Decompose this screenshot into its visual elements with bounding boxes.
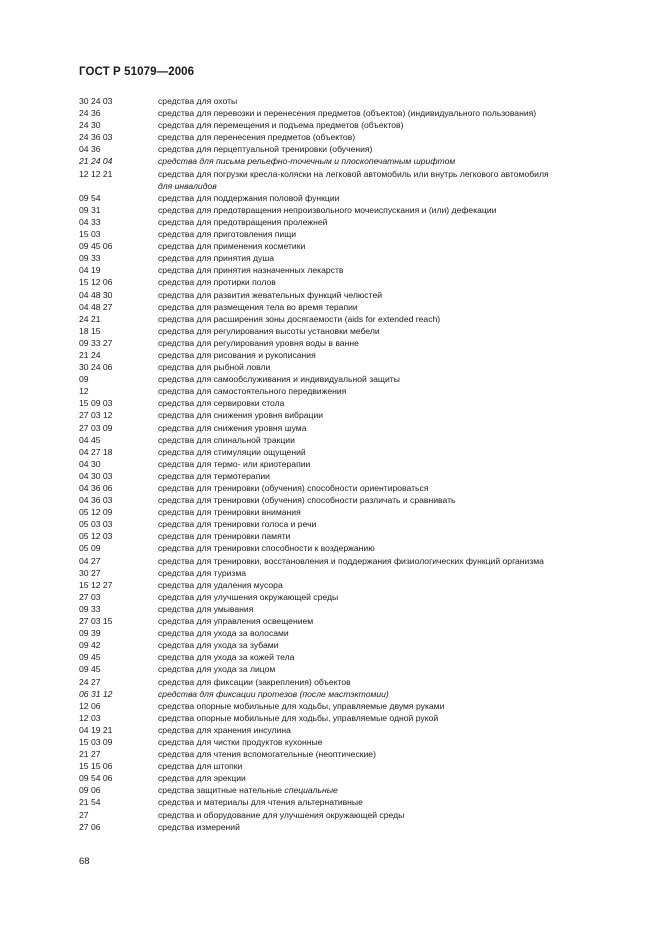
entry-description-text: средства для принятия назначенных лекарств [158,265,344,276]
entry-description-text: средства для тренировки способности к воздержанию [158,543,375,554]
index-entry [79,264,619,276]
entry-description-text: средства для чистки продуктов кухонные [158,736,323,747]
entry-code: 24 27 [79,676,101,687]
entry-code: 09 33 [79,253,101,264]
entry-description [158,506,619,518]
entry-description-text: средства для улучшения окружающей среды [158,591,339,602]
entry-code: 12 06 [79,700,101,711]
entry-description-text: средства для сервировки стола [158,398,285,409]
entry-description-text: средства для чтения вспомогательные (неоптические) [158,749,376,760]
index-entry [79,748,619,760]
entry-description-text: средства и оборудование для улучшения окружающей среды [158,809,405,820]
entry-description [158,289,619,301]
entry-code: 04 48 30 [79,289,113,300]
index-entry [79,615,619,627]
entry-description-text: средства для тренировки (обучения) способности ориентироваться [158,483,429,493]
entry-description-text: средства для регулирования высоты установки мебели [158,325,380,336]
entry-description [158,458,619,470]
entry-description [158,204,619,216]
index-entry [79,325,619,337]
entry-description-text: средства для предотвращения непроизвольного мочеиспускания и (или) дефекации [158,204,497,215]
index-entry [79,397,619,409]
entry-description-italic-text: специальные [284,785,338,796]
entry-code: 06 31 12 [79,688,113,699]
entry-code: 09 45 [79,652,101,663]
entry-code: 15 15 06 [79,761,113,772]
index-entry [79,821,619,833]
index-entry [79,168,619,192]
index-entry [79,422,619,434]
entry-code: 27 [79,809,89,820]
entry-description [158,385,619,397]
entry-description [158,131,619,143]
entry-description-text: средства для ухода за лицом [158,664,276,675]
index-entry [79,409,619,421]
entry-description-text: средства для перевозки и перенесения предметов (объектов) (индивидуального пользования) [158,108,537,119]
index-entry [79,700,619,712]
entry-description [158,470,619,482]
entry-code: 12 03 [79,712,101,723]
index-entry [79,651,619,663]
entry-description [158,555,619,567]
entry-description-text: средства для ухода за волосами [158,628,289,639]
entry-code: 15 03 09 [79,736,113,747]
entry-code: 04 36 03 [79,495,113,506]
entry-code: 05 12 09 [79,507,113,518]
entry-description-text: средства для тренировки, восстановления и поддержания физиологических функций организма [158,555,544,566]
entry-code: 24 36 03 [79,132,113,143]
entry-description [158,325,619,337]
entry-code: 05 03 03 [79,519,113,530]
entry-description [158,313,619,325]
index-entry [79,809,619,821]
index-entry [79,663,619,675]
entry-description-text: средства для перенесения предметов (объектов) [158,132,356,143]
index-entries [79,95,619,833]
entry-description [158,434,619,446]
index-entry [79,506,619,518]
entry-description [158,301,619,313]
entry-code: 09 54 06 [79,773,113,784]
entry-description [158,796,619,808]
entry-description [158,615,619,627]
entry-code: 27 06 [79,821,101,832]
index-entry [79,349,619,361]
entry-code: 30 27 [79,567,101,578]
entry-code: 09 33 27 [79,337,113,348]
entry-description [158,676,619,688]
entry-description-text: средства для расширения зоны досягаемости (aids for extended reach) [158,313,441,324]
index-entry [79,252,619,264]
entry-description [158,337,619,349]
index-entry [79,676,619,688]
entry-description-text: средства для хранения инсулина [158,724,291,735]
entry-description-text: средства для погрузки кресла-коляски на легковой автомобиль или внутрь легкового автомобиля [158,168,549,179]
entry-description [158,700,619,712]
index-entry [79,107,619,119]
entry-description [158,530,619,542]
entry-description-text: средства для самообслуживания и индивидуальной защиты [158,374,400,385]
index-entry [79,131,619,143]
index-entry [79,482,619,494]
index-entry [79,736,619,748]
entry-description-text: средства для ухода за кожей тела [158,652,295,663]
entry-description-text: средства для эрекции [158,773,246,784]
page-number: 68 [79,856,90,867]
entry-description [158,446,619,458]
entry-description-text: средства измерений [158,821,240,832]
entry-code: 21 54 [79,797,101,808]
entry-description [158,542,619,554]
entry-description-text: средства для снижения уровня вибрации [158,410,324,421]
entry-description-text: средства для рыбной ловли [158,362,271,373]
entry-code: 21 27 [79,749,101,760]
entry-code: 09 [79,374,89,385]
entry-description-text: средства для термотерапии [158,470,270,481]
entry-code: 04 30 03 [79,470,113,481]
entry-code: 12 12 21 [79,168,113,179]
index-entry [79,240,619,252]
entry-code: 12 [79,386,89,397]
entry-description [158,349,619,361]
entry-description [158,276,619,288]
index-entry [79,494,619,506]
entry-code: 09 42 [79,640,101,651]
entry-description-text: средства для протирки полов [158,277,276,288]
index-entry [79,579,619,591]
index-entry [79,204,619,216]
entry-description [158,373,619,385]
entry-description-text: средства опорные мобильные для ходьбы, управляемые двумя руками [158,700,445,711]
entry-description-text: средства для перцептуальной тренировки (обучения) [158,144,373,155]
entry-description [158,567,619,579]
entry-code: 24 36 [79,108,101,119]
entry-code: 04 19 21 [79,724,113,735]
entry-code: 04 33 [79,216,101,227]
entry-description-text: средства для регулирования уровня воды в ванне [158,337,359,348]
index-entry [79,688,619,700]
entry-description [158,639,619,651]
entry-description [158,95,619,107]
entry-code: 18 15 [79,325,101,336]
entry-description-text: средства для развития жевательных функций челюстей [158,289,383,300]
entry-description-text: средства для тренировки (обучения) способности различать и сравнивать [158,495,456,506]
entry-description [158,688,619,700]
entry-description [158,361,619,373]
entry-description [158,494,619,506]
entry-code: 05 12 03 [79,531,113,542]
index-entry [79,361,619,373]
document-header: ГОСТ Р 51079—2006 [79,66,195,78]
entry-description [158,760,619,772]
entry-code: 04 36 [79,144,101,155]
entry-code: 15 09 03 [79,398,113,409]
index-entry [79,603,619,615]
entry-description [158,736,619,748]
entry-code: 15 12 06 [79,277,113,288]
entry-description-text: средства для термо- или криотерапии [158,458,311,469]
entry-code: 24 30 [79,120,101,131]
entry-description [158,119,619,131]
entry-description-text: средства для снижения уровня шума [158,422,307,433]
entry-description [158,579,619,591]
entry-description-text: средства для рисования и рукописания [158,349,316,360]
index-entry [79,555,619,567]
entry-code: 21 24 [79,349,101,360]
entry-description [158,712,619,724]
entry-code: 09 39 [79,628,101,639]
index-entry [79,530,619,542]
entry-code: 27 03 09 [79,422,113,433]
entry-description [158,168,619,192]
entry-description-text: средства для принятия душа [158,253,275,264]
index-entry [79,724,619,736]
entry-description [158,252,619,264]
entry-description [158,809,619,821]
entry-code: 27 03 12 [79,410,113,421]
entry-code: 05 09 [79,543,101,554]
entry-description-text: средства защитные нательные [158,785,283,796]
entry-code: 04 36 06 [79,483,113,493]
entry-description-text: средства для поддержания половой функции [158,192,340,203]
entry-description [158,591,619,603]
index-entry [79,712,619,724]
entry-description-text: средства для самостоятельного передвижения [158,386,347,397]
index-entry [79,95,619,107]
entry-description-text: средства для перемещения и подъема предметов (объектов) [158,120,404,131]
entry-description [158,192,619,204]
entry-description-text: средства для стимуляции ощущений [158,446,306,457]
entry-description-text: средства для фиксации протезов (после мастэктомии) [158,688,389,699]
entry-description [158,821,619,833]
entry-code: 27 03 15 [79,616,113,627]
entry-code: 04 27 18 [79,446,113,457]
entry-description [158,422,619,434]
entry-description-text: средства для размещения тела во время терапии [158,301,358,312]
entry-description-text: средства для управления освещением [158,616,314,627]
index-entry [79,155,619,167]
entry-description [158,724,619,736]
index-entry [79,542,619,554]
entry-code: 09 45 06 [79,241,113,252]
entry-description-text: средства для тренировки внимания [158,507,301,518]
entry-description-text: средства опорные мобильные для ходьбы, управляемые одной рукой [158,712,439,723]
entry-description-text: средства для приготовления пищи [158,229,297,240]
entry-code: 30 24 06 [79,362,113,373]
entry-description-text: средства для штопки [158,761,243,772]
entry-description [158,397,619,409]
index-entry [79,337,619,349]
entry-description [158,748,619,760]
index-entry [79,772,619,784]
index-entry [79,276,619,288]
entry-code: 15 12 27 [79,579,113,590]
entry-description [158,518,619,530]
entry-description [158,772,619,784]
entry-code: 21 24 04 [79,156,113,167]
entry-description-text: средства для фиксации (закрепления) объектов [158,676,351,687]
index-entry [79,784,619,796]
index-entry [79,639,619,651]
entry-description [158,107,619,119]
index-entry [79,289,619,301]
entry-description [158,627,619,639]
entry-description-text: средства для письма рельефно-точечным и плоскопечатным шрифтом [158,156,456,167]
entry-description-text: средства для тренировки памяти [158,531,291,542]
entry-description-text: средства для спинальной тракции [158,434,295,445]
entry-description [158,216,619,228]
entry-description-text: средства для удаления мусора [158,579,283,590]
index-entry [79,627,619,639]
entry-description [158,663,619,675]
entry-description-text: средства для тренировки голоса и речи [158,519,317,530]
entry-code: 04 19 [79,265,101,276]
index-entry [79,760,619,772]
index-entry [79,313,619,325]
entry-description-text: средства для туризма [158,567,247,578]
entry-description [158,228,619,240]
index-entry [79,228,619,240]
index-entry [79,458,619,470]
entry-description-text: средства для ухода за зубами [158,640,279,651]
index-entry [79,567,619,579]
entry-code: 04 48 27 [79,301,113,312]
index-entry [79,434,619,446]
entry-description-text: средства для умывания [158,603,254,614]
entry-code: 09 45 [79,664,101,675]
entry-description [158,603,619,615]
entry-description [158,143,619,155]
index-entry [79,119,619,131]
entry-description [158,482,619,494]
entry-description [158,409,619,421]
entry-description-text: средства для предотвращения пролежней [158,216,328,227]
entry-code: 04 45 [79,434,101,445]
entry-code: 27 03 [79,591,101,602]
index-entry [79,216,619,228]
index-entry [79,470,619,482]
index-entry [79,373,619,385]
entry-description [158,240,619,252]
entry-description-continuation: для инвалидов [158,180,217,191]
entry-code: 09 31 [79,204,101,215]
entry-description [158,784,619,796]
index-entry [79,143,619,155]
index-entry [79,446,619,458]
entry-description [158,264,619,276]
entry-code: 04 30 [79,458,101,469]
index-entry [79,796,619,808]
index-entry [79,518,619,530]
entry-description-text: средства для охоты [158,96,238,106]
entry-description [158,651,619,663]
entry-description-text: средства для применения косметики [158,241,306,252]
entry-description [158,155,619,167]
entry-code: 09 33 [79,603,101,614]
entry-code: 04 27 [79,555,101,566]
entry-code: 09 54 [79,192,101,203]
entry-description-text: средства и материалы для чтения альтернативные [158,797,363,808]
entry-code: 24 21 [79,313,101,324]
index-entry [79,192,619,204]
entry-code: 09 06 [79,785,101,796]
index-entry [79,385,619,397]
index-entry [79,301,619,313]
entry-code: 15 03 [79,229,101,240]
entry-code: 30 24 03 [79,96,113,106]
index-entry [79,591,619,603]
